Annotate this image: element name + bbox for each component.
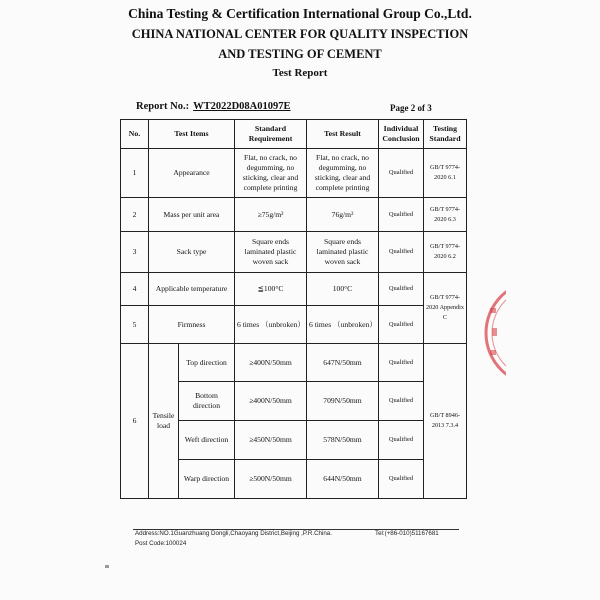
row-requirement: Square ends laminated plastic woven sack (235, 232, 307, 273)
footer-address: Address:NO.1Guanzhuang Dongli,Chaoyang District,Beijing ,P.R.China. (135, 530, 332, 537)
table-row (121, 198, 467, 232)
row-requirement: 6 times （unbroken） (235, 306, 307, 344)
table-header-row (121, 120, 467, 149)
row-conclusion: Qualified (379, 273, 424, 306)
table-row (121, 344, 467, 382)
row-requirement: ≥400N/50mm (235, 344, 307, 382)
row-item: Firmness (149, 306, 235, 344)
table-row (121, 273, 467, 306)
header-test-result: Test Result (307, 120, 379, 149)
table-row (121, 306, 467, 344)
row-result: 76g/m² (307, 198, 379, 232)
footer-post-code: Post Code:100024 (135, 540, 187, 547)
row-result: 709N/50mm (307, 382, 379, 421)
test-results-table (120, 119, 467, 499)
header-testing-standard: Testing Standard (424, 120, 467, 149)
center-name-line1: CHINA NATIONAL CENTER FOR QUALITY INSPECTION (131, 27, 469, 41)
row-standard: GB/T 9774-2020 6.1 (424, 149, 467, 198)
row-requirement: ≥450N/50mm (235, 421, 307, 460)
row-conclusion: Qualified (379, 306, 424, 344)
header-no: No. (121, 120, 149, 149)
row-conclusion: Qualified (379, 232, 424, 273)
row-conclusion: Qualified (379, 382, 424, 421)
company-name: China Testing & Certification International Group Co.,Ltd. (128, 6, 472, 21)
row-item: Applicable temperature (149, 273, 235, 306)
row-conclusion: Qualified (379, 198, 424, 232)
center-name-line2: AND TESTING OF CEMENT (218, 47, 382, 61)
sub-direction: Top direction (179, 344, 235, 382)
row-result: 6 times （unbroken） (307, 306, 379, 344)
official-seal-stamp (478, 288, 506, 378)
sub-direction: Warp direction (179, 460, 235, 499)
report-number-label: Report No.: (136, 101, 190, 112)
sub-direction: Bottom direction (179, 382, 235, 421)
row-item: Appearance (149, 149, 235, 198)
row-no: 3 (121, 232, 149, 273)
header-standard-requirement: Standard Requirement (235, 120, 307, 149)
row-requirement: ≥400N/50mm (235, 382, 307, 421)
row-standard: GB/T 9774-2020 Appendix C (424, 273, 467, 344)
row-result: 578N/50mm (307, 421, 379, 460)
row-no: 2 (121, 198, 149, 232)
row-conclusion: Qualified (379, 421, 424, 460)
row-no: 5 (121, 306, 149, 344)
table-row (121, 232, 467, 273)
report-number (136, 101, 291, 112)
row-no: 6 (121, 344, 149, 499)
row-item: Tensile load (149, 344, 179, 499)
header-individual-conclusion: Individual Conclusion (379, 120, 424, 149)
row-item: Mass per unit area (149, 198, 235, 232)
row-standard: GB/T 9774-2020 6.2 (424, 232, 467, 273)
row-requirement: ≥500N/50mm (235, 460, 307, 499)
row-conclusion: Qualified (379, 460, 424, 499)
row-result: 647N/50mm (307, 344, 379, 382)
row-conclusion: Qualified (379, 344, 424, 382)
row-requirement: ≦100°C (235, 273, 307, 306)
footer-telephone: Tel:(+86-010)51167681 (375, 530, 439, 537)
report-title: Test Report (272, 67, 328, 79)
row-result: 644N/50mm (307, 460, 379, 499)
page-indicator: Page 2 of 3 (390, 103, 432, 113)
row-result: Flat, no crack, no degumming, no sticking, clear and complete printing (307, 149, 379, 198)
scan-speck (105, 565, 109, 568)
row-item: Sack type (149, 232, 235, 273)
row-no: 1 (121, 149, 149, 198)
row-result: 100°C (307, 273, 379, 306)
row-no: 4 (121, 273, 149, 306)
row-standard: GB/T 9774-2020 6.3 (424, 198, 467, 232)
row-result: Square ends laminated plastic woven sack (307, 232, 379, 273)
report-number-value: WT2022D08A01097E (193, 101, 291, 112)
row-standard: GB/T 8946-2013 7.3.4 (424, 344, 467, 499)
row-requirement: ≥75g/m² (235, 198, 307, 232)
sub-direction: Weft direction (179, 421, 235, 460)
header-test-items: Test Items (149, 120, 235, 149)
table-row (121, 149, 467, 198)
row-requirement: Flat, no crack, no degumming, no sticking, clear and complete printing (235, 149, 307, 198)
row-conclusion: Qualified (379, 149, 424, 198)
